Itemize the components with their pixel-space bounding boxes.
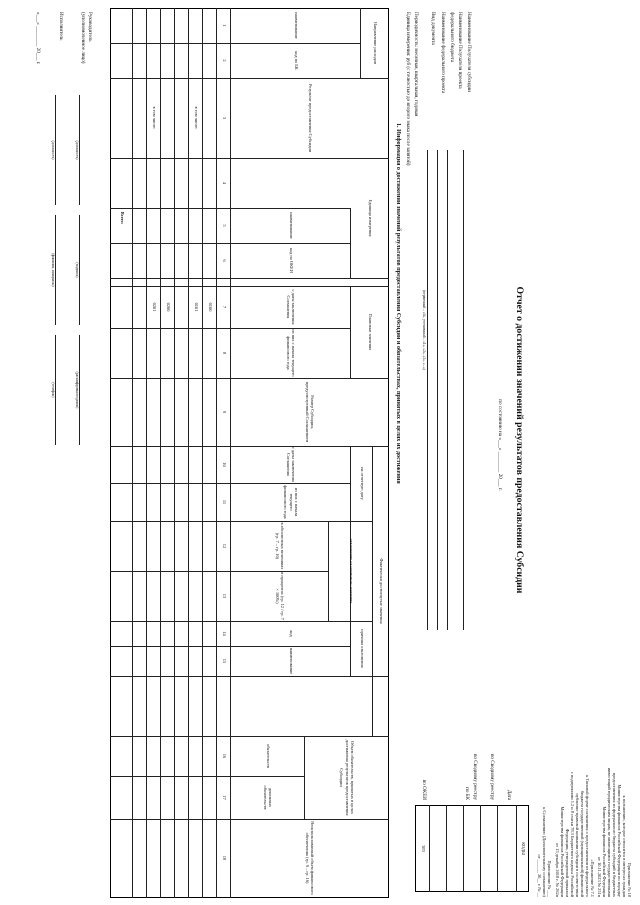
field-line <box>463 150 464 630</box>
column-number: 10 <box>221 462 227 467</box>
header-reason-name: наименование <box>288 647 294 675</box>
row-code: 0201 <box>151 302 157 312</box>
header-planned-from-agreement: с даты заключения Соглашения <box>286 289 297 325</box>
column-number: 11 <box>221 499 227 505</box>
sub-appendix-line: к Типовой форме соглашения о предоставлении из федерального <box>584 775 590 897</box>
header-unit-name: наименование <box>288 212 294 239</box>
header-obligations: Объем обязательств, принятых в целях достижения результатов предоставления Субсидии <box>339 739 355 816</box>
results-table <box>110 8 389 898</box>
column-number: 15 <box>221 658 227 664</box>
header-okei-code: код по ОКЕИ <box>288 248 294 273</box>
appendix-line: инвестиций юридическим лицам, не являющимся государственными <box>606 767 612 897</box>
header-planned-from-year: из них с начала текущего финансового года <box>286 329 297 377</box>
sub-appendix-line: публично-правовой компании субсидии в соответствии <box>574 793 580 897</box>
sub-appendix-line: от 13 декабря 2018 г. № 262н <box>554 843 560 897</box>
header-unit: Единица измерения <box>367 199 373 237</box>
codes-label-registry-2: по Сводному реестру <box>472 753 478 800</box>
header-reason: причина отклонения <box>359 629 365 668</box>
field-line <box>447 150 448 630</box>
table-total-label: Всего: <box>119 211 125 225</box>
codes-label-registry: по Сводному реестру <box>489 753 495 800</box>
signature-head-label: Руководитель <box>87 12 93 42</box>
signature-date: «___» ________ 20___ г. <box>35 12 41 65</box>
column-number: 4 <box>221 181 227 185</box>
header-on-date: на отчетную дату <box>359 467 365 500</box>
column-number: 14 <box>221 631 227 636</box>
column-number: 18 <box>221 855 227 861</box>
column-number: 3 <box>221 116 227 120</box>
codes-okei-value: 383 <box>420 845 426 852</box>
column-number: 2 <box>221 59 227 62</box>
appendix-line: Министерства финансов Российской Федерации <box>601 806 607 897</box>
header-percent: в процентах (гр. 12 / гр. 7 × 100%) <box>275 572 286 620</box>
field-federal-project: Наименование федерального проекта <box>440 12 446 94</box>
sub-appendix-title: «Приложение № 7.1 <box>590 859 595 897</box>
agreement-reference <box>537 637 552 897</box>
signature-executor-name: (фамилия, инициалы) <box>51 253 55 287</box>
field-document-type: Вид документа <box>430 12 436 45</box>
column-number: 13 <box>221 593 227 599</box>
column-number: 7 <box>221 305 227 309</box>
report-as-of: по состоянию на «___» ________ 20___ г. <box>497 399 503 491</box>
appendix-line: предоставления из федерального бюджета субсидий и бюджетных <box>611 772 617 897</box>
codes-label-bk: по БК <box>464 787 470 800</box>
field-federal-budget: федерального бюджета <box>449 12 455 63</box>
sub-appendix-line: Федерации, утвержденной приказом <box>564 828 570 897</box>
field-line <box>427 150 428 630</box>
field-unit: Единица измерения: руб (с точностью до второго знака после запятой) <box>405 12 411 166</box>
header-monetary: денежных обязательств <box>263 785 274 810</box>
header-bk-code: код по БК <box>293 51 299 70</box>
column-number: 8 <box>221 351 227 355</box>
header-direction: Направление расходов <box>372 21 378 65</box>
column-number: 1 <box>221 24 227 27</box>
header-actual-from-agreement: с даты заключения Соглашения <box>286 446 297 483</box>
signature-executor-phone: (телефон) <box>51 382 55 398</box>
column-number: 9 <box>221 410 227 414</box>
sub-appendix-line: Министерства финансов Российской Федерации <box>559 806 565 897</box>
field-line <box>437 150 438 630</box>
header-unused: Неиспользованный объем финансового обеспечения (гр. 9 – гр. 16) <box>305 821 316 895</box>
column-number: 5 <box>221 224 227 227</box>
row-code: 0100 <box>207 302 213 312</box>
row-code: 0200 <box>165 302 171 312</box>
signature-head-sub: (уполномоченное лицо) <box>80 12 86 64</box>
header-subsidy-size: Размер Субсидии, предусмотренный Соглашением <box>305 381 316 443</box>
field-periodicity: Периодичность: месячная, квартальная, годовая <box>413 12 419 117</box>
header-actual: Фактически достигнутые значения <box>378 558 384 624</box>
header-direction-name: наименование <box>293 12 299 39</box>
column-number: 16 <box>221 753 227 759</box>
header-reason-code: код <box>288 630 294 637</box>
signature-executor-position: (должность) <box>51 140 55 160</box>
header-planned: Плановые значения <box>367 313 373 351</box>
signature-executor-label: Исполнитель <box>58 12 64 41</box>
signature-position: (должность) <box>75 140 79 160</box>
appendix-line: к положению, которое относится в интересах граждан <box>621 795 627 897</box>
column-number: 6 <box>221 259 227 262</box>
appendix-title: Приложение № 18 <box>627 862 632 897</box>
column-number: 12 <box>221 543 227 549</box>
appendix-line: от 10.11.2023 № 251н <box>596 856 602 897</box>
section-1-title: 1. Информация о достижении значений результатов предоставления Субсидии и обязательствах, принятых в целях их достижения <box>395 123 401 484</box>
sub-appendix-header <box>555 567 596 897</box>
appendix-line: Министерства финансов Российской Федерации по порядку <box>616 784 622 897</box>
sub-appendix-line: с подпунктами 1.2 и 8 статьи 78.3 Бюджетного кодекса Российской <box>569 771 575 897</box>
field-recipient: Наименование Получателя субсидии <box>466 12 472 92</box>
agreement-line: от ______ 20__ г. № __ <box>536 854 542 897</box>
row-label: в том числе: <box>151 106 157 130</box>
row-code: 0101 <box>193 302 199 312</box>
field-project-recipient: Наименование Получателя проекта <box>457 12 463 89</box>
codes-box <box>415 805 529 892</box>
signature-sign: (подпись) <box>75 262 79 278</box>
agreement-line: к Соглашению (Дополнительному соглашению) <box>541 807 547 897</box>
header-result: Результат предоставления Субсидии <box>307 83 313 153</box>
report-title: Отчет о достижении значений результатов предоставления Субсидии <box>514 286 525 594</box>
codes-title: КОДЫ <box>520 842 526 855</box>
header-actual-from-year: из них с начала текущего финансового года <box>283 485 299 519</box>
sub-appendix-line: бюджета государственной (муниципальной) финансовой <box>579 790 585 897</box>
header-deviation: отклонение от планового значения <box>348 538 354 604</box>
document-type-hint: (первичный – «0», уточненный – «1», «2», «3», «...») <box>422 290 426 371</box>
header-obligations-col: обязательств <box>265 744 271 768</box>
header-abs-value: в абсолютных величинах (гр. 7 – гр. 10) <box>275 522 286 570</box>
appendix-header <box>597 567 632 897</box>
row-label: в том числе: <box>193 106 199 130</box>
codes-label-date: Дата <box>506 789 512 800</box>
column-number: 17 <box>221 795 227 800</box>
signature-name-decoding: (расшифровка подписи) <box>75 371 79 409</box>
agreement-line: Приложение № ___ <box>547 860 552 897</box>
codes-label-okei: по ОКЕИ <box>421 779 427 800</box>
